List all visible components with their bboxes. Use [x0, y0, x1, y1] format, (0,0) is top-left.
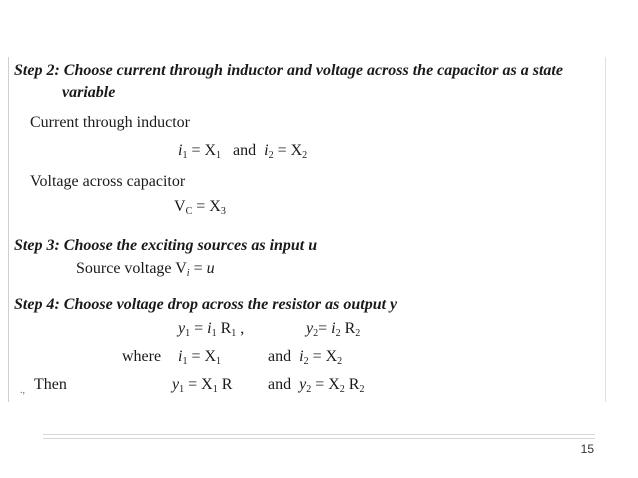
voltage-across-capacitor-label: Voltage across capacitor — [30, 173, 186, 190]
sub-x3: 3 — [220, 206, 226, 217]
sub-x1: 1 — [212, 384, 218, 395]
sub-i: i — [186, 268, 190, 279]
source-voltage-equation — [76, 260, 215, 279]
var-r: R — [217, 376, 233, 393]
sub-r1: 1 — [231, 328, 237, 339]
source-voltage-label: Source voltage V — [76, 260, 187, 277]
sub-2: 2 — [303, 356, 309, 367]
capacitor-voltage-equation — [174, 198, 226, 217]
var-i1: i — [178, 142, 183, 159]
then-y2-equation — [268, 376, 364, 395]
and-word: and — [268, 348, 292, 365]
sub-r2: 2 — [355, 328, 361, 339]
var-i1: i — [178, 348, 183, 365]
where-i1-equation — [178, 348, 221, 367]
eq-sign: = — [318, 320, 332, 337]
sub-x2: 2 — [337, 356, 343, 367]
sub-y1: 1 — [185, 328, 191, 339]
sub-c: C — [185, 206, 193, 217]
then-word: Then — [34, 376, 67, 393]
then-row — [34, 376, 67, 394]
sub-y2: 2 — [313, 328, 319, 339]
comma: , — [236, 320, 245, 337]
var-y1: y — [178, 320, 186, 337]
output-equations-row — [178, 320, 244, 339]
sub-i2: 2 — [335, 328, 341, 339]
eq-x: = X — [187, 142, 217, 159]
footer-rule-top — [43, 434, 595, 435]
sub-x1: 1 — [216, 150, 222, 161]
var-r: R — [216, 320, 232, 337]
sub-x2: 2 — [302, 150, 308, 161]
sub-1: 1 — [182, 356, 188, 367]
var-y1: y — [172, 376, 180, 393]
output-y2-equation — [306, 320, 360, 339]
step4-heading: Step 4: Choose voltage drop across the resistor as output y — [14, 296, 398, 313]
and-word: and — [268, 376, 292, 393]
step2-heading-line2: variable — [62, 84, 116, 101]
step2-heading-line1: Step 2: Choose current through inductor and voltage across the capacitor as a state — [14, 62, 563, 79]
eq-x2: = X — [273, 142, 303, 159]
where-row — [122, 348, 161, 366]
var-i2: i — [299, 348, 304, 365]
var-i1: i — [207, 320, 212, 337]
eq-x1: = X — [184, 376, 213, 393]
stray-mark: ., — [20, 385, 25, 396]
var-v: V — [174, 198, 186, 215]
then-y1-equation — [172, 376, 232, 395]
var-i2: i — [331, 320, 336, 337]
and-word: and — [233, 142, 257, 159]
sub-x1: 1 — [216, 356, 222, 367]
eq-sign: = — [190, 320, 208, 337]
var-y2: y — [299, 376, 307, 393]
eq-x2: = X — [311, 376, 340, 393]
var-r: R — [344, 376, 360, 393]
footer-rule-bottom — [43, 438, 595, 439]
where-word: where — [122, 348, 162, 365]
source-eq: = — [189, 260, 207, 277]
sub-r2: 2 — [359, 384, 365, 395]
eq-x1: = X — [187, 348, 217, 365]
sub-i1: 1 — [211, 328, 217, 339]
where-i2-equation — [268, 348, 342, 367]
sub-x2: 2 — [339, 384, 345, 395]
var-u: u — [206, 260, 215, 277]
eq-x3: = X — [192, 198, 221, 215]
var-r: R — [340, 320, 356, 337]
var-i2: i — [264, 142, 269, 159]
sub-y1: 1 — [179, 384, 185, 395]
sub-2: 2 — [268, 150, 274, 161]
step3-heading: Step 3: Choose the exciting sources as input u — [14, 237, 318, 254]
inductor-current-equation — [178, 142, 307, 161]
current-through-inductor-label: Current through inductor — [30, 114, 190, 131]
sub-1: 1 — [182, 150, 188, 161]
eq-x2: = X — [308, 348, 338, 365]
sub-y2: 2 — [306, 384, 312, 395]
var-y2: y — [306, 320, 314, 337]
page-number: 15 — [580, 442, 594, 456]
